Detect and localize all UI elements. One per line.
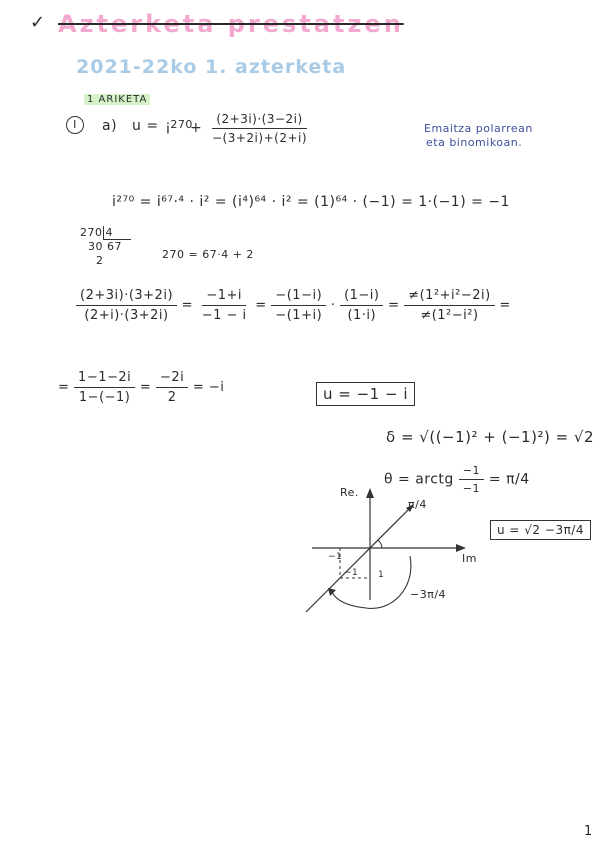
problem-part: a) <box>102 118 118 134</box>
im-axis-arrow <box>456 544 466 552</box>
angle-bottom-label: −3π/4 <box>410 588 447 601</box>
minus-3pi-4-arc <box>332 556 411 608</box>
instruction-line-1: Emaitza polarrean <box>424 122 533 135</box>
division-line-2: 30 67 <box>88 240 122 253</box>
u-equals: u = <box>132 118 159 134</box>
angle-step: θ = arctg $\frac{-1}{-1}$ = π/4 <box>384 464 530 495</box>
angle-top-label: π/4 <box>408 498 427 511</box>
section-label: 1 ARIKETA <box>84 94 150 105</box>
polar-result-box: u = √2 −3π/4 <box>490 520 591 540</box>
division-result: 270 = 67·4 + 2 <box>162 248 254 261</box>
re-axis-label: Re. <box>340 486 359 499</box>
page-title: Azterketa prestatzen <box>58 10 404 38</box>
im-axis-label: Im <box>462 552 477 565</box>
binomial-result-box: u = −1 − i <box>316 382 415 406</box>
power-step: i²⁷⁰ = i⁶⁷·⁴ · i² = (i⁴)⁶⁴ · i² = (1)⁶⁴ · (−1) = 1·(−1) = −1 <box>112 194 510 210</box>
check-mark: ✓ <box>30 12 46 33</box>
division-remainder: 2 <box>96 254 104 267</box>
division-dividend: 270 4 <box>80 226 131 239</box>
tick-minus-label: −1 <box>344 568 359 578</box>
diagonal-line <box>306 506 412 612</box>
exam-subtitle: 2021-22ko 1. azterketa <box>76 56 347 78</box>
power-term: $i^{270}$ <box>166 118 193 138</box>
fraction-chain: $\frac{(2+3i)\cdot(3+2i)}{(2+i)\cdot(3+2i)}$ = $\frac{-1+i}{-1 - i}$ = $\frac{-(1-i)}{-(1+i)}$ · $\frac{(1-i)}{(1\cdot i)}$ = $\frac{\text{≠(1²+i²−2i)}}{\text{≠(1²−i²)}}$ = <box>76 288 511 323</box>
simplify-chain: = $\frac{1-1-2i}{1-(-1)}$ = $\frac{-2i}{2}$ = −i <box>58 370 225 405</box>
re-axis-arrow <box>366 488 374 498</box>
problem-fraction: $\frac{(2+3i)\cdot(3-2i)}{-(3+2i)+(2+i)}$ <box>212 112 308 145</box>
plus-sign: + <box>190 120 203 136</box>
tick-left-label: −1 <box>328 552 343 562</box>
problem-number: I <box>66 116 84 134</box>
instruction-line-2: eta binomikoan. <box>426 136 523 149</box>
page-number: 1 <box>584 824 593 839</box>
modulus-step: δ = √((−1)² + (−1)²) = √2 <box>386 428 595 446</box>
tick-one-label: 1 <box>378 570 385 580</box>
pi-over-4-arc <box>378 540 382 548</box>
arc-arrowhead <box>328 588 336 596</box>
